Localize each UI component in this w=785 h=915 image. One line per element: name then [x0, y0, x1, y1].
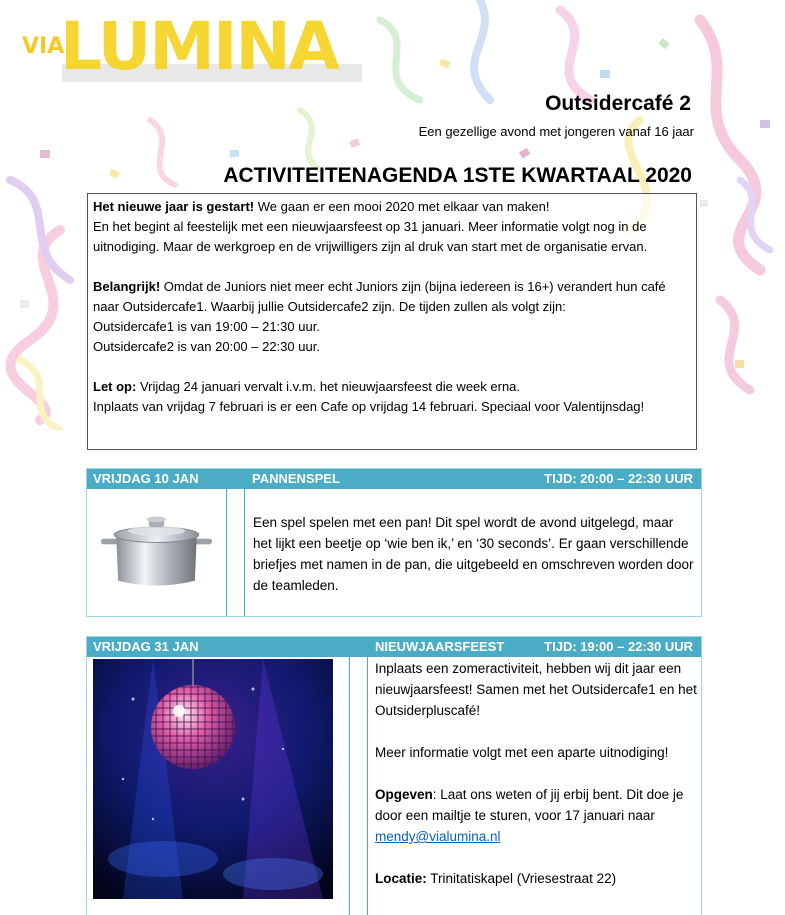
agenda-title: ACTIVITEITENAGENDA 1STE KWARTAAL 2020: [223, 164, 692, 187]
intro-times-cafe2: Outsidercafe2 is van 20:00 – 22:30 uur.: [93, 339, 320, 354]
event-card-nieuwjaarsfeest: [86, 636, 702, 915]
event-time: TIJD: 19:00 – 22:30 UUR: [544, 639, 693, 654]
event-header: [87, 469, 701, 489]
event-header: [87, 637, 701, 657]
event-location: Locatie: Trinitatiskapel (Vriesestraat 22): [375, 871, 617, 886]
event-time: TIJD: 20:00 – 22:30 UUR: [544, 471, 693, 486]
intro-paragraph-3: Let op: Vrijdag 24 januari vervalt i.v.m. het nieuwjaarsfeest die week erna.: [93, 379, 521, 394]
intro-paragraph-1b: En het begint al feestelijk met een nieuwjaarsfeest op 31 januari. Meer informatie volgt nog in de uitnodiging. Maar de werkgroep en de vrijwilligers zijn al druk van start met de organisatie ervan.: [93, 219, 648, 254]
intro-paragraph-2: Belangrijk! Omdat de Juniors niet meer echt Juniors zijn (bijna iedereen is 16+) verandert hun café naar Outsidercafe1. Waarbij jullie Outsidercafe2 zijn. De tijden zullen als volgt zijn:: [93, 279, 666, 314]
event-date: VRIJDAG 10 JAN: [93, 471, 199, 486]
intro-box: [87, 193, 697, 450]
event-name: PANNENSPEL: [252, 471, 340, 486]
event-description: Een spel spelen met een pan! Dit spel wordt de avond uitgelegd, maar het lijkt een beetje op ‘wie ben ik,’ en ‘30 seconds’. Er gaan verschillende briefjes met namen in de pan, die uitgebeeld en omschreven worden door de teamleden.: [253, 515, 694, 593]
event-details: [375, 658, 701, 889]
event-paragraph-2: Meer informatie volgt met een aparte uitnodiging!: [375, 745, 669, 760]
vialumina-logo: VIA LUMINA: [22, 4, 362, 88]
intro-times-cafe1: Outsidercafe1 is van 19:00 – 21:30 uur.: [93, 319, 320, 334]
email-link[interactable]: mendy@vialumina.nl: [375, 829, 501, 844]
intro-paragraph-3b: Inplaats van vrijdag 7 februari is er een Cafe op vrijdag 14 februari. Speciaal voor Valentijnsdag!: [93, 399, 645, 414]
event-paragraph-1: Inplaats een zomeractiviteit, hebben wij dit jaar een nieuwjaarsfeest! Samen met het Outsidercafe1 en het Outsiderpluscafé!: [375, 661, 697, 718]
event-card-pannenspel: [86, 468, 702, 617]
disco-ball-image: [93, 659, 333, 899]
event-date: VRIJDAG 31 JAN: [93, 639, 199, 654]
intro-paragraph-1: Het nieuwe jaar is gestart! We gaan er een mooi 2020 met elkaar van maken!: [93, 199, 550, 214]
cooking-pot-image: [99, 513, 214, 591]
page-subtitle: Een gezellige avond met jongeren vanaf 16 jaar: [418, 124, 694, 139]
event-signup: Opgeven: Laat ons weten of jij erbij bent. Dit doe je door een mailtje te sturen, voor 17 januari naar mendy@vialumina.nl: [375, 787, 684, 844]
event-name: NIEUWJAARSFEEST: [375, 639, 505, 654]
page-title: Outsidercafé 2: [545, 92, 691, 115]
